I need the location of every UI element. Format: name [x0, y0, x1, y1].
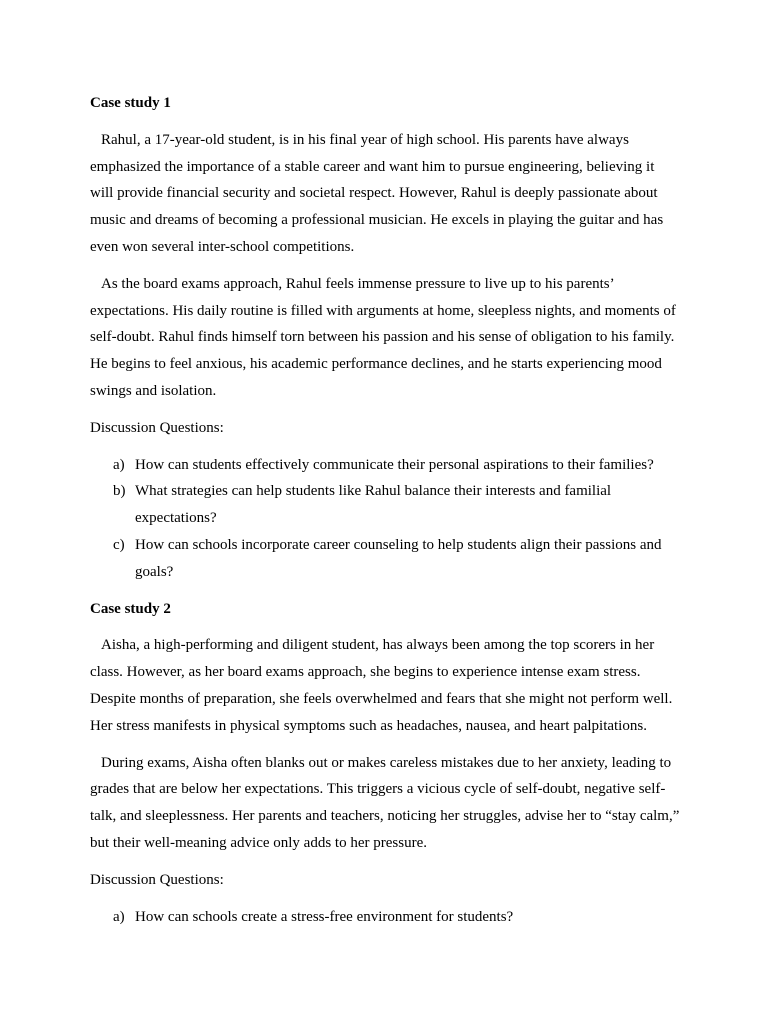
case-study-1-questions-label: Discussion Questions: — [90, 419, 224, 436]
case-study-2-questions-label: Discussion Questions: — [90, 871, 224, 888]
question-text: How can schools incorporate career counseling to help students align their passions and goals? — [135, 536, 662, 580]
case-study-1-heading: Case study 1 — [90, 95, 171, 111]
list-marker: b) — [113, 483, 126, 500]
list-item — [90, 532, 680, 586]
list-item — [90, 478, 680, 532]
question-text: How can schools create a stress-free environment for students? — [135, 908, 514, 925]
list-marker: a) — [113, 908, 125, 925]
list-item — [90, 452, 680, 479]
question-text: How can students effectively communicate their personal aspirations to their families? — [135, 456, 654, 473]
case-study-1-paragraph-2: As the board exams approach, Rahul feels immense pressure to live up to his parents’ expectations. His daily routine is filled with arguments at home, sleepless nights, and moments of self-doubt. Rahul finds himself torn between his passion and his sense of obligation to his family. He begins to feel anxious, his academic performance declines, and he starts experiencing mood swings and isolation. — [90, 275, 676, 399]
document-page — [90, 90, 680, 940]
list-marker: a) — [113, 456, 125, 473]
case-study-1-question-list — [90, 452, 680, 586]
case-study-2-paragraph-2: During exams, Aisha often blanks out or makes careless mistakes due to her anxiety, leading to grades that are below her expectations. This triggers a vicious cycle of self-doubt, negative self-talk, and sleeplessness. Her parents and teachers, noticing her struggles, advise her to “stay calm,” but their well-meaning advice only adds to her pressure. — [90, 754, 680, 851]
list-marker: c) — [113, 536, 125, 553]
question-text: What strategies can help students like Rahul balance their interests and familial expectations? — [135, 483, 612, 527]
case-study-1 — [90, 90, 680, 586]
case-study-2-question-list — [90, 904, 680, 931]
case-study-1-paragraph-1: Rahul, a 17-year-old student, is in his final year of high school. His parents have always emphasized the importance of a stable career and want him to pursue engineering, believing it will provide financial security and societal respect. However, Rahul is deeply passionate about music and dreams of becoming a professional musician. He excels in playing the guitar and has even won several inter-school competitions. — [90, 131, 664, 255]
case-study-2-paragraph-1: Aisha, a high-performing and diligent student, has always been among the top scorers in her class. However, as her board exams approach, she begins to experience intense exam stress. Despite months of preparation, she feels overwhelmed and fears that she might not perform well. Her stress manifests in physical symptoms such as headaches, nausea, and heart palpitations. — [90, 637, 673, 734]
case-study-2 — [90, 596, 680, 931]
case-study-2-heading: Case study 2 — [90, 600, 171, 617]
list-item — [90, 904, 680, 931]
